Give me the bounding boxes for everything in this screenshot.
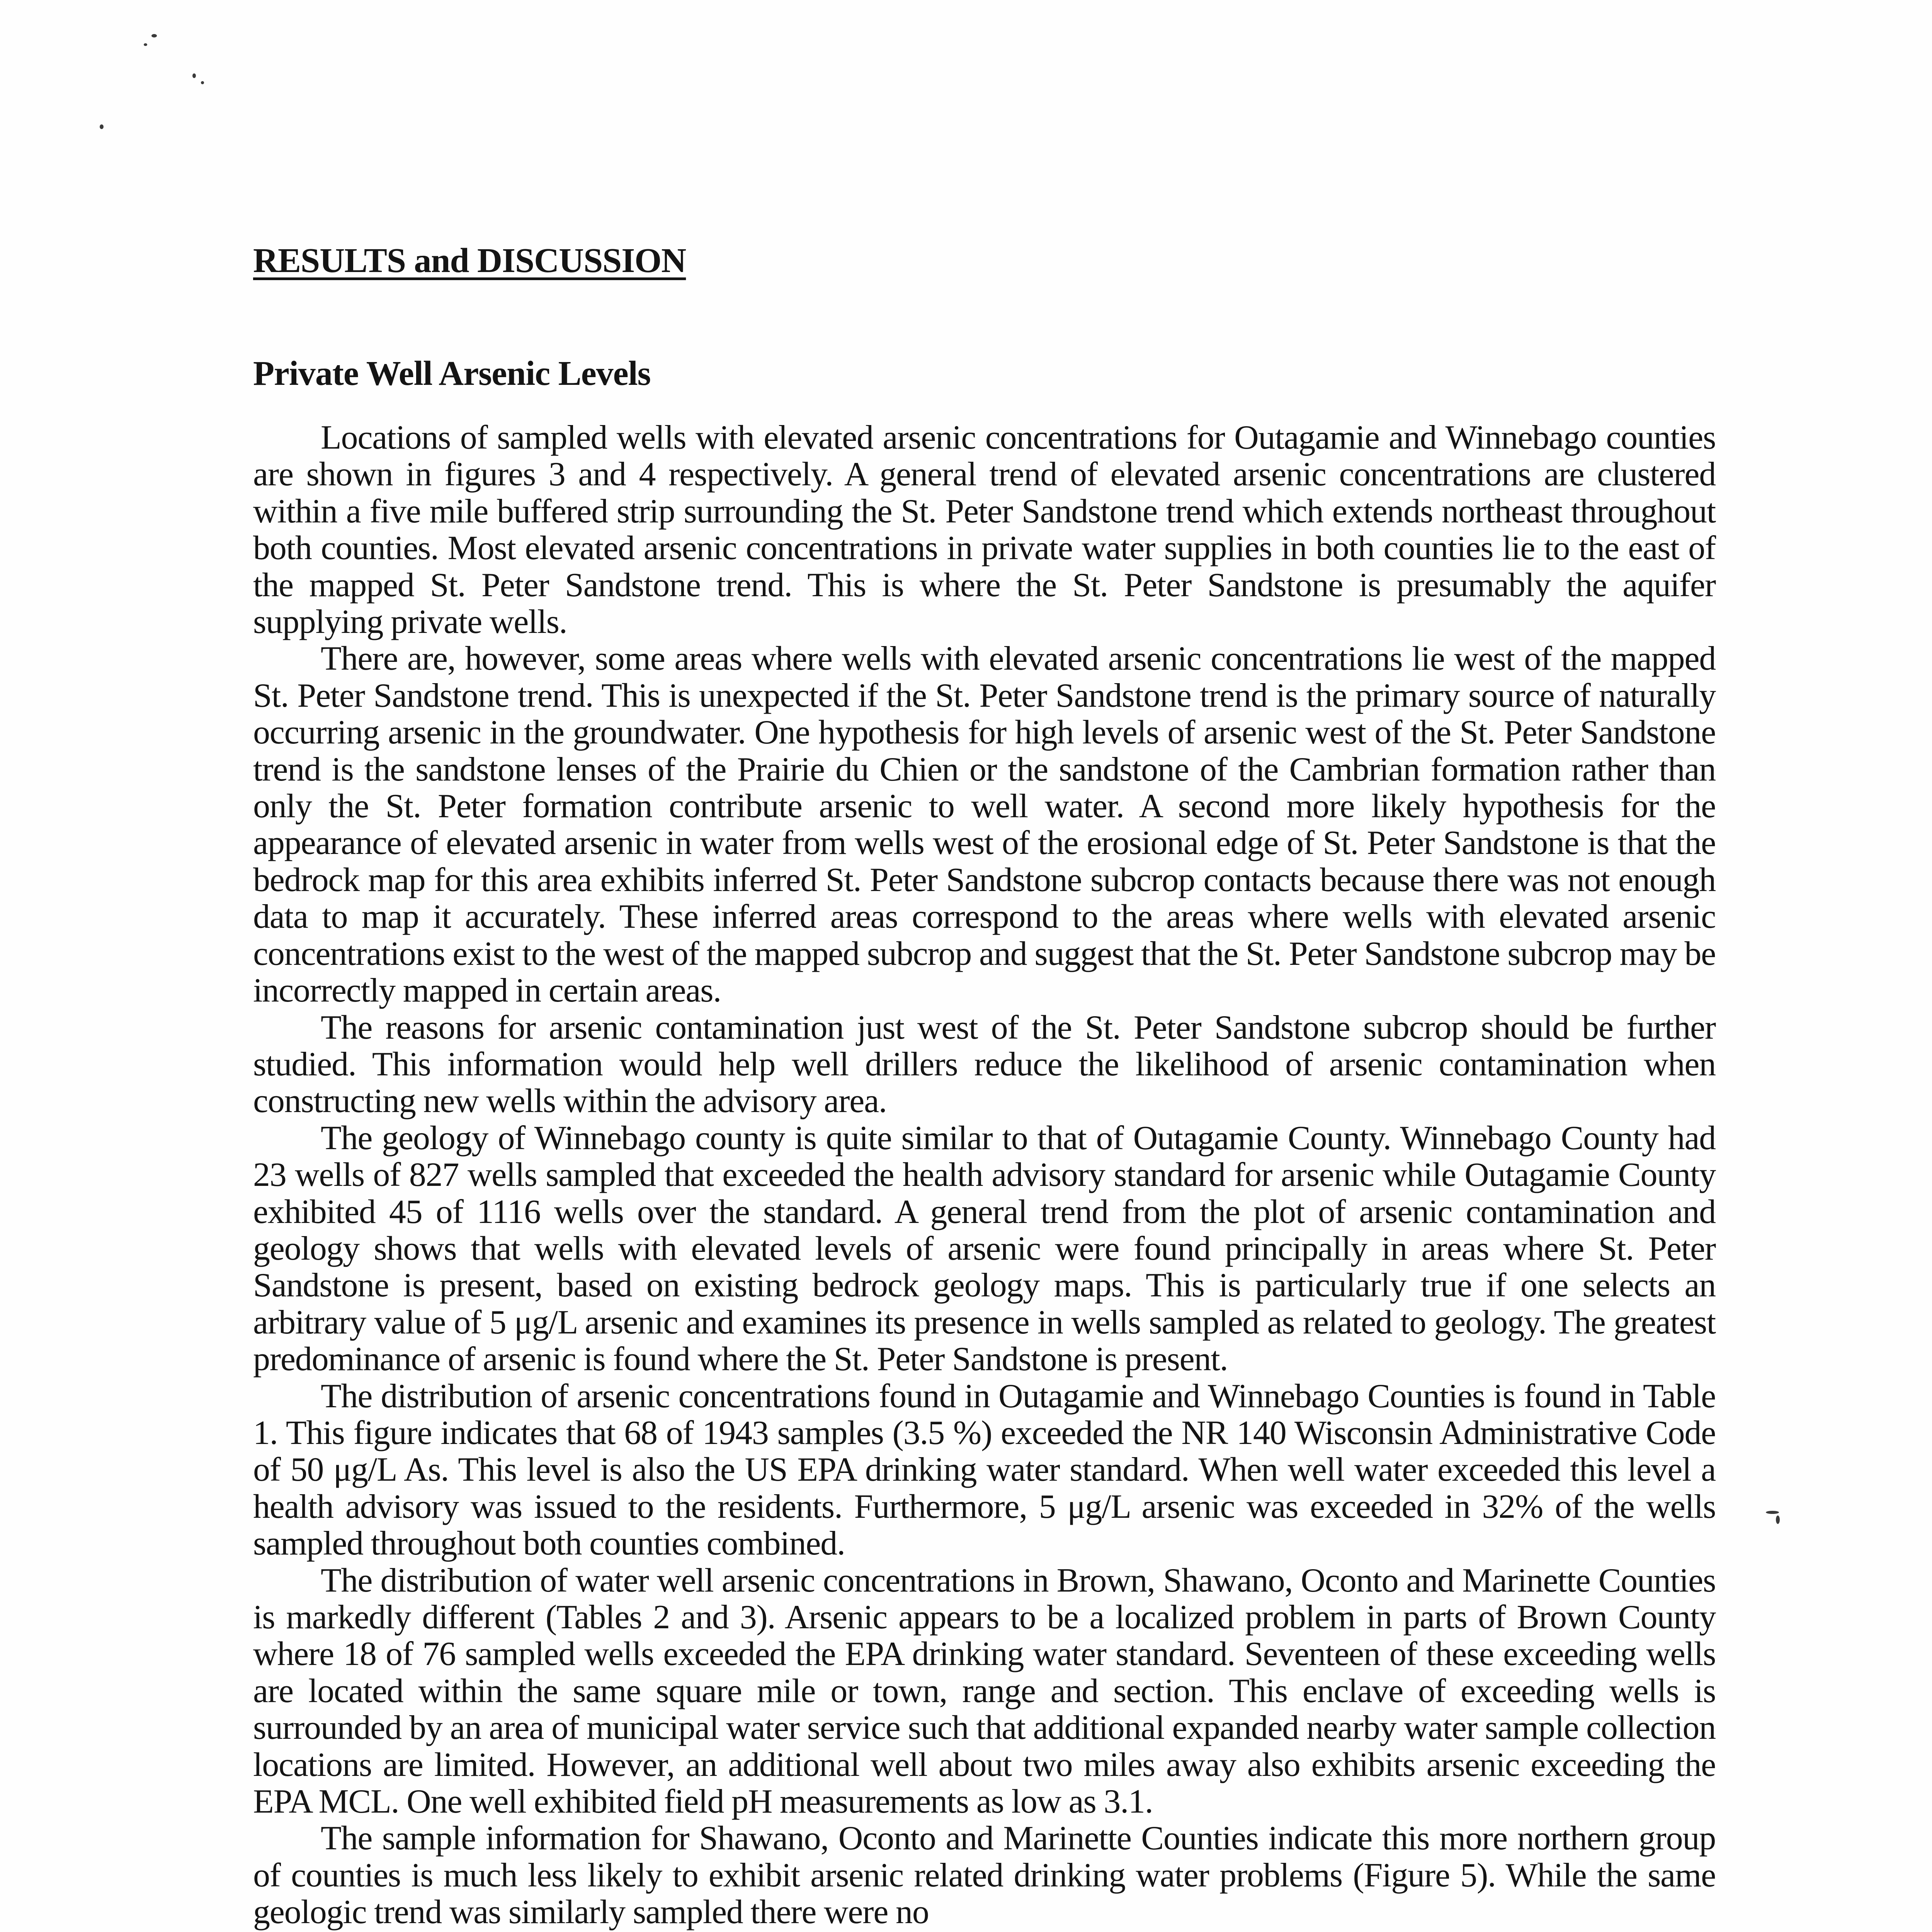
paragraph: The reasons for arsenic contamination just west of the St. Peter Sandstone subcrop should be further studied. This information would help well drillers reduce the likelihood of arsenic contamination when constructing new wells within the advisory area.: [253, 1009, 1716, 1120]
subheading: Private Well Arsenic Levels: [253, 354, 651, 393]
scan-speck: [144, 43, 147, 46]
scan-speck: [192, 73, 196, 78]
paragraph: The distribution of water well arsenic concentrations in Brown, Shawano, Oconto and Marinette Counties is markedly different (Tables 2 and 3). Arsenic appears to be a localized problem in parts of Brown County where 18 of 76 sampled wells exceeded the EPA drinking water standard. Seventeen of these exceeding wells are located within the same square mile or town, range and section. This enclave of exceeding wells is surrounded by an area of municipal water service such that additional expanded nearby water sample collection locations are limited. However, an additional well about two miles away also exhibits arsenic exceeding the EPA MCL. One well exhibited field pH measurements as low as 3.1.: [253, 1561, 1716, 1821]
body-text: [253, 419, 1716, 1931]
scan-speck: [151, 34, 157, 37]
section-heading: RESULTS and DISCUSSION: [253, 242, 686, 280]
scan-speck: [1766, 1511, 1779, 1514]
paragraph: The sample information for Shawano, Oconto and Marinette Counties indicate this more northern group of counties is much less likely to exhibit arsenic related drinking water problems (Figure 5). While the same geologic trend was similarly sampled there were no: [253, 1820, 1716, 1931]
paragraph: The distribution of arsenic concentrations found in Outagamie and Winnebago Counties is found in Table 1. This figure indicates that 68 of 1943 samples (3.5 %) exceeded the NR 140 Wisconsin Administrative Code of 50 μg/L As. This level is also the US EPA drinking water standard. When well water exceeded this level a health advisory was issued to the residents. Furthermore, 5 μg/L arsenic was exceeded in 32% of the wells sampled throughout both counties combined.: [253, 1377, 1716, 1563]
scan-speck: [201, 81, 204, 84]
scan-speck: [1776, 1515, 1780, 1524]
scan-speck: [100, 124, 104, 129]
paragraph: There are, however, some areas where wells with elevated arsenic concentrations lie west of the mapped St. Peter Sandstone trend. This is unexpected if the St. Peter Sandstone trend is the primary source of naturally occurring arsenic in the groundwater. One hypothesis for high levels of arsenic west of the St. Peter Sandstone trend is the sandstone lenses of the Prairie du Chien or the sandstone of the Cambrian formation rather than only the St. Peter formation contribute arsenic to well water. A second more likely hypothesis for the appearance of elevated arsenic in water from wells west of the erosional edge of St. Peter Sandstone is that the bedrock map for this area exhibits inferred St. Peter Sandstone subcrop contacts because there was not enough data to map it accurately. These inferred areas correspond to the areas where wells with elevated arsenic concentrations exist to the west of the mapped subcrop and suggest that the St. Peter Sandstone subcrop may be incorrectly mapped in certain areas.: [253, 640, 1716, 1010]
paragraph: The geology of Winnebago county is quite similar to that of Outagamie County. Winnebago County had 23 wells of 827 wells sampled that exceeded the health advisory standard for arsenic while Outagamie County exhibited 45 of 1116 wells over the standard. A general trend from the plot of arsenic contamination and geology shows that wells with elevated levels of arsenic were found principally in areas where St. Peter Sandstone is present, based on existing bedrock geology maps. This is particularly true if one selects an arbitrary value of 5 μg/L arsenic and examines its presence in wells sampled as related to geology. The greatest predominance of arsenic is found where the St. Peter Sandstone is present.: [253, 1119, 1716, 1378]
paragraph: Locations of sampled wells with elevated arsenic concentrations for Outagamie and Winnebago counties are shown in figures 3 and 4 respectively. A general trend of elevated arsenic concentrations are clustered within a five mile buffered strip surrounding the St. Peter Sandstone trend which extends northeast throughout both counties. Most elevated arsenic concentrations in private water supplies in both counties lie to the east of the mapped St. Peter Sandstone trend. This is where the St. Peter Sandstone is presumably the aquifer supplying private wells.: [253, 419, 1716, 641]
